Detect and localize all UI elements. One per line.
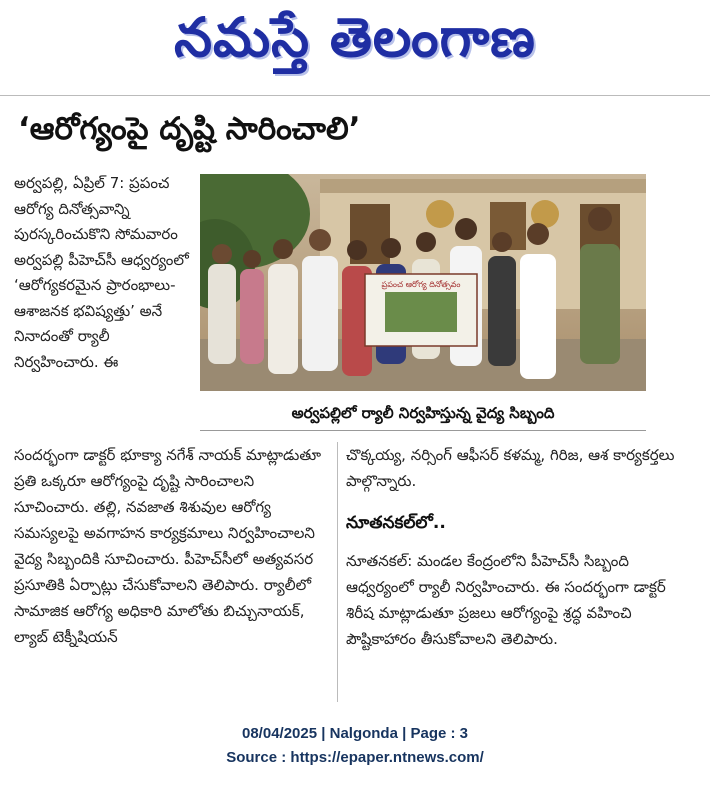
article-headline: ‘ఆరోగ్యంపై దృష్టి సారించాలి’: [18, 111, 361, 147]
masthead: [0, 0, 710, 92]
lead-text: అర్వపల్లి, ఏప్రిల్ 7: ప్రపంచ ఆరోగ్య దినోత్సవాన్ని పురస్కరించుకొని సోమవారం అర్వపల్లి పీహెచ్‌సీ ఆధ్వర్యంలో ‘ఆరోగ్యకరమైన ప్రారంభాలు- ఆశాజనక భవిష్యత్తు’ అనే నినాదంతో ర్యాలీ నిర్వహించారు. ఈ: [14, 174, 189, 371]
body-text-left: సందర్భంగా డాక్టర్ భూక్యా నగేశ్ నాయక్ మాట్లాడుతూ ప్రతి ఒక్కరూ ఆరోగ్యంపై దృష్టి సారించాలని సూచించారు. తల్లి, నవజాత శిశువుల ఆరోగ్య సమస్యలపై అవగాహన కార్యక్రమాలు నిర్వహించాలని వైద్య సిబ్బందికి సూచించారు. పీహెచ్‌సీలో అత్యవసర ప్రసూతికి ఏర్పాట్లు చేసుకోవాలని తెలిపారు. ర్యాలీలో సామాజిక ఆరోగ్య అధికారి మాలోతు బిచ్చునాయక్, ల్యాబ్ టెక్నీషియన్: [14, 446, 322, 646]
article: [0, 95, 710, 708]
banner-text: ప్రపంచ ఆరోగ్య దినోత్సవం: [381, 280, 461, 289]
footer-date-edition: 08/04/2025 | Nalgonda | Page : 3: [242, 725, 468, 742]
newspaper-title: నమస్తే తెలంగాణ: [174, 6, 536, 69]
body-text-right-1: చొక్కయ్య, నర్సింగ్ ఆఫీసర్ కళమ్మ, గిరిజ, ఆశ కార్యకర్తలు పాల్గొన్నారు.: [346, 446, 675, 490]
body-column-left: [14, 442, 330, 650]
body-text-right-2: నూతనకల్: మండల కేంద్రంలోని పీహెచ్‌సీ సిబ్బంది ఆధ్వర్యంలో ర్యాలీ నిర్వహించారు. ఈ సందర్భంగా డాక్టర్ శిరీష మాట్లాడుతూ ప్రజలు ఆరోగ్యంపై శ్రద్ధ వహించి పౌష్టికాహారం తీసుకోవాలని తెలిపారు.: [346, 552, 666, 648]
body-column-right: [346, 442, 698, 652]
footer: [0, 722, 710, 770]
rally-photo-image: [200, 174, 646, 391]
column-divider: [337, 442, 338, 702]
lead-paragraph: [14, 171, 192, 375]
footer-source: Source : https://epaper.ntnews.com/: [226, 749, 484, 766]
news-photo: [200, 174, 646, 391]
photo-caption: అర్వపల్లిలో ర్యాలీ నిర్వహిస్తున్న వైద్య సిబ్బంది: [200, 396, 646, 431]
subheading-nuthanakal: నూతనకల్‌లో..: [346, 513, 446, 533]
